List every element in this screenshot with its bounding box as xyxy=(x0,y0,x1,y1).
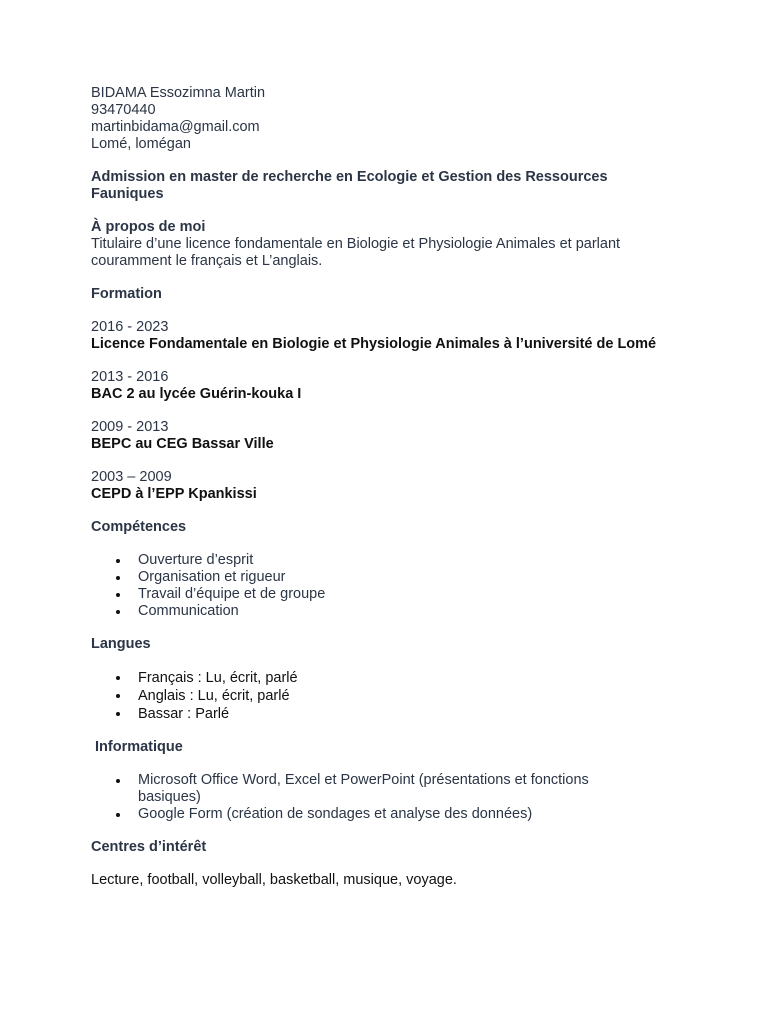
formation-item xyxy=(91,369,691,403)
formation-item xyxy=(91,319,691,353)
formation-heading: Formation xyxy=(91,286,162,302)
about-heading: À propos de moi xyxy=(91,219,206,235)
informatique-heading: Informatique xyxy=(95,739,183,755)
list-item: Microsoft Office Word, Excel et PowerPoint (présentations et fonctions basiques) xyxy=(91,772,638,806)
formation-years: 2013 - 2016 xyxy=(91,369,169,385)
langues-list xyxy=(91,669,691,723)
langues-heading: Langues xyxy=(91,636,151,652)
phone-number: 93470440 xyxy=(91,102,156,118)
formation-title: CEPD à l’EPP Kpankissi xyxy=(91,486,257,502)
formation-years: 2003 – 2009 xyxy=(91,469,172,485)
formation-years: 2016 - 2023 xyxy=(91,319,169,335)
list-item: Organisation et rigueur xyxy=(91,569,691,586)
interets-heading: Centres d’intérêt xyxy=(91,839,207,855)
list-item: Google Form (création de sondages et analyse des données) xyxy=(91,806,691,823)
list-item: Ouverture d’esprit xyxy=(91,552,691,569)
about-text: Titulaire d’une licence fondamentale en Biologie et Physiologie Animales et parlant couramment le français et L’anglais. xyxy=(91,236,621,269)
formation-item xyxy=(91,469,691,503)
resume-page xyxy=(91,85,691,889)
list-item: Anglais : Lu, écrit, parlé xyxy=(91,687,691,705)
email-address: martinbidama@gmail.com xyxy=(91,119,260,135)
informatique-list xyxy=(91,772,691,823)
list-item: Communication xyxy=(91,603,691,620)
list-item: Français : Lu, écrit, parlé xyxy=(91,669,691,687)
location: Lomé, lomégan xyxy=(91,136,191,152)
formation-title: BAC 2 au lycée Guérin-kouka I xyxy=(91,386,302,402)
objective-title: Admission en master de recherche en Ecologie et Gestion des Ressources Fauniques xyxy=(91,169,608,202)
list-item: Travail d’équipe et de groupe xyxy=(91,586,691,603)
competences-heading: Compétences xyxy=(91,519,187,535)
formation-item xyxy=(91,419,691,453)
interets-text: Lecture, football, volleyball, basketball, musique, voyage. xyxy=(91,872,457,888)
formation-title: BEPC au CEG Bassar Ville xyxy=(91,436,274,452)
formation-title: Licence Fondamentale en Biologie et Physiologie Animales à l’université de Lomé xyxy=(91,336,657,352)
formation-years: 2009 - 2013 xyxy=(91,419,169,435)
list-item: Bassar : Parlé xyxy=(91,705,691,723)
competences-list xyxy=(91,552,691,620)
candidate-name: BIDAMA Essozimna Martin xyxy=(91,85,266,101)
